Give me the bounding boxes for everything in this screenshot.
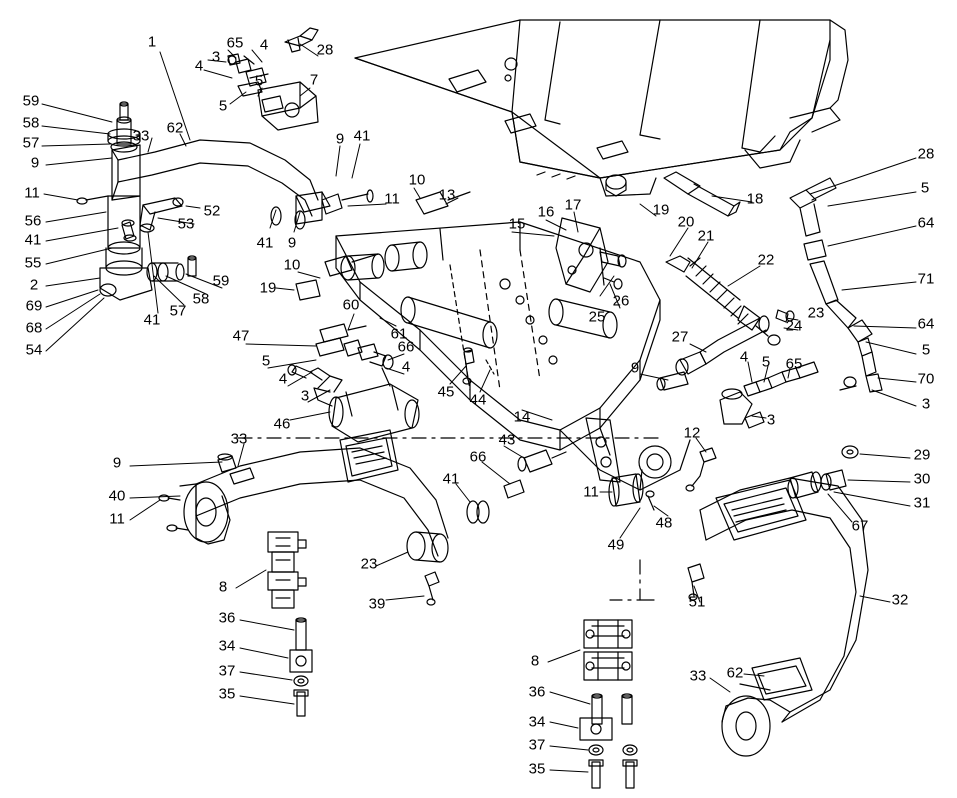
callout-number: 41: [442, 470, 460, 488]
callout-number: 9: [335, 130, 345, 148]
callout-number: 41: [256, 234, 274, 252]
callout-number: 67: [851, 517, 869, 535]
mid-bolt-group: [271, 186, 470, 300]
callout-number: 2: [29, 276, 39, 294]
callout-number: 4: [194, 57, 204, 75]
callout-number: 35: [528, 760, 546, 778]
callout-number: 28: [316, 41, 334, 59]
callout-number: 12: [683, 424, 701, 442]
callout-number: 1: [147, 33, 157, 51]
callout-number: 68: [25, 319, 43, 337]
callout-number: 30: [913, 470, 931, 488]
callout-number: 13: [438, 186, 456, 204]
callout-number: 9: [287, 234, 297, 252]
callout-number: 55: [24, 254, 42, 272]
callout-number: 15: [508, 215, 526, 233]
callout-number: 59: [212, 272, 230, 290]
callout-number: 7: [309, 71, 319, 89]
link-stack-left: [268, 532, 312, 716]
frame-deck: [355, 20, 848, 196]
callout-number: 5: [254, 72, 264, 90]
callout-number: 66: [397, 338, 415, 356]
callout-number: 70: [917, 370, 935, 388]
right-rod-assembly: [790, 178, 882, 392]
callout-number: 57: [169, 302, 187, 320]
callout-number: 11: [384, 190, 400, 208]
callout-number: 45: [437, 383, 455, 401]
callout-number: 3: [921, 395, 931, 413]
callout-number: 3: [211, 48, 221, 66]
callout-number: 54: [25, 341, 43, 359]
callout-number: 35: [218, 685, 236, 703]
right-lower-arm: [688, 446, 868, 756]
callout-number: 16: [537, 203, 555, 221]
callout-number: 5: [920, 179, 930, 197]
callout-number: 22: [757, 251, 775, 269]
callout-number: 37: [528, 736, 546, 754]
callout-number: 62: [166, 119, 184, 137]
callout-number: 41: [143, 311, 161, 329]
callout-number: 66: [469, 448, 487, 466]
callout-number: 3: [300, 387, 310, 405]
callout-number: 5: [761, 353, 771, 371]
callout-number: 10: [408, 171, 426, 189]
callout-number: 36: [528, 683, 546, 701]
callout-number: 39: [368, 595, 386, 613]
callout-number: 25: [588, 308, 606, 326]
callout-number: 34: [218, 637, 236, 655]
callout-number: 65: [226, 34, 244, 52]
callout-number: 52: [203, 202, 221, 220]
callout-number: 64: [917, 214, 935, 232]
callout-number: 59: [22, 92, 40, 110]
callout-number: 14: [513, 408, 531, 426]
callout-number: 23: [807, 304, 825, 322]
callout-number: 11: [109, 510, 125, 528]
callout-number: 8: [218, 578, 228, 596]
callout-number: 49: [607, 536, 625, 554]
callout-number: 9: [630, 359, 640, 377]
callout-number: 41: [24, 231, 42, 249]
callout-number: 60: [342, 296, 360, 314]
callout-number: 58: [192, 290, 210, 308]
callout-number: 61: [390, 325, 408, 343]
callout-number: 19: [652, 201, 670, 219]
callout-number: 5: [261, 352, 271, 370]
callout-number: 44: [469, 391, 487, 409]
callout-number: 23: [360, 555, 378, 573]
callout-number: 17: [564, 196, 582, 214]
callout-number: 9: [30, 154, 40, 172]
callout-number: 5: [921, 341, 931, 359]
callout-number: 26: [612, 292, 630, 310]
callout-number: 31: [913, 494, 931, 512]
callout-number: 40: [108, 487, 126, 505]
callout-number: 34: [528, 713, 546, 731]
callout-number: 71: [917, 270, 935, 288]
callout-number: 36: [218, 609, 236, 627]
callout-number: 43: [498, 431, 516, 449]
callout-number: 29: [913, 446, 931, 464]
callout-number: 33: [230, 430, 248, 448]
callout-number: 21: [697, 227, 715, 245]
callout-number: 19: [259, 279, 277, 297]
callout-number: 65: [785, 355, 803, 373]
callout-number: 51: [688, 593, 706, 611]
callout-number: 4: [259, 36, 269, 54]
callout-number: 47: [232, 327, 250, 345]
callout-number: 33: [132, 127, 150, 145]
bolt-18: [606, 172, 740, 219]
left-upper-arm: [77, 102, 318, 300]
left-lower-arm: [159, 430, 448, 605]
callout-number: 5: [218, 97, 228, 115]
callout-number: 8: [530, 652, 540, 670]
callout-number: 10: [283, 256, 301, 274]
callout-number: 56: [24, 212, 42, 230]
callout-number: 58: [22, 114, 40, 132]
callout-number: 53: [177, 215, 195, 233]
callout-number: 11: [24, 184, 40, 202]
callout-number: 62: [726, 664, 744, 682]
callout-number: 48: [655, 514, 673, 532]
callout-number: 11: [583, 483, 599, 501]
callout-number: 4: [401, 358, 411, 376]
callout-number: 64: [917, 315, 935, 333]
callout-number: 32: [891, 591, 909, 609]
phantom-lines: [238, 438, 660, 600]
callout-number: 18: [746, 190, 764, 208]
callout-number: 28: [917, 145, 935, 163]
callout-number: 41: [353, 127, 371, 145]
callout-number: 27: [671, 328, 689, 346]
callout-number: 3: [766, 411, 776, 429]
pivot-plate: [556, 218, 626, 292]
callout-number: 33: [689, 667, 707, 685]
callout-number: 4: [739, 348, 749, 366]
callout-number: 46: [273, 415, 291, 433]
callout-number: 57: [22, 134, 40, 152]
callout-number: 4: [278, 370, 288, 388]
callout-number: 24: [785, 317, 803, 335]
callout-number: 20: [677, 213, 695, 231]
callout-number: 69: [25, 297, 43, 315]
callout-number: 37: [218, 662, 236, 680]
callout-number: 9: [112, 454, 122, 472]
